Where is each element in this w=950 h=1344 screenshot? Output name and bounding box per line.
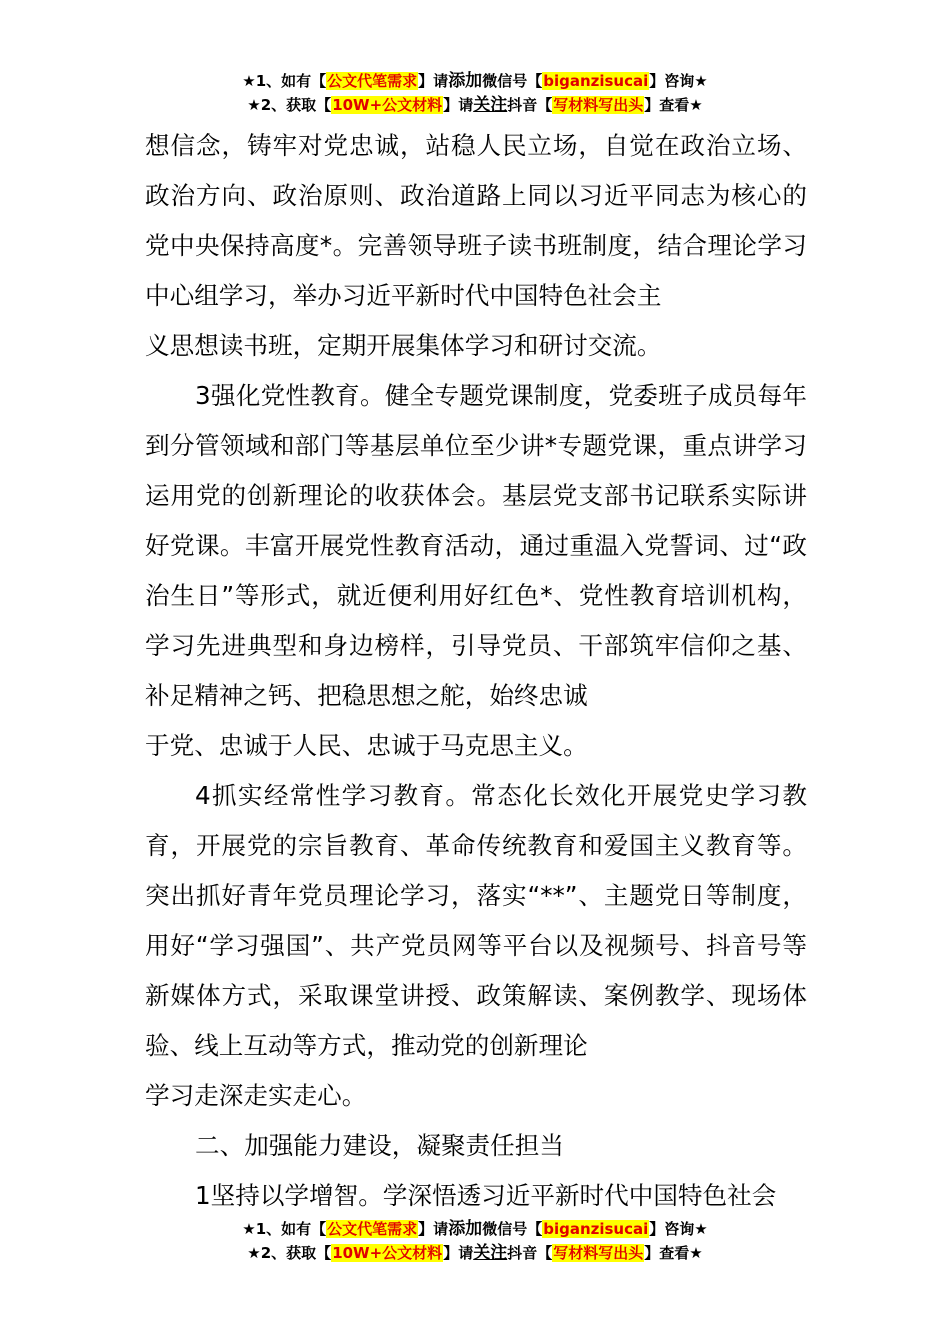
promo-line-1: ★1、如有【公文代笔需求】请添加微信号【biganzisucai】咨询★ [242, 71, 708, 91]
paragraph-3-end: 学习走深走实走心。 [145, 1081, 367, 1110]
highlight-ghostwriting: 公文代笔需求 [327, 1220, 418, 1238]
promo-line-1: ★1、如有【公文代笔需求】请添加微信号【biganzisucai】咨询★ [242, 1219, 708, 1239]
promo-line-2: ★2、获取【10W+公文材料】请关注抖音【写材料写出头】查看★ [247, 1243, 703, 1263]
paragraph-2-end: 于党、忠诚于人民、忠诚于马克思主义。 [145, 731, 588, 760]
highlight-materials: 10W+公文材料 [332, 96, 443, 114]
highlight-wechat-id: biganzisucai [543, 72, 649, 90]
paragraph-3: 4抓实经常性学习教育。常态化长效化开展党史学习教育，开展党的宗旨教育、革命传统教育和爱国主义教育等。突出抓好青年党员理论学习，落实“**”、主题党日等制度，用好“学习强国”、共产党员网等平台以及视频号、抖音号等新媒体方式，采取课堂讲授、政策解读、案例教学、现场体验、线上互动等方式，推动党的创新理论 [145, 781, 807, 1060]
section-heading: 二、加强能力建设，凝聚责任担当 [195, 1131, 564, 1160]
document-body [145, 121, 807, 1221]
paragraph-1-end: 义思想读书班，定期开展集体学习和研讨交流。 [145, 331, 662, 360]
paragraph-2: 3强化党性教育。健全专题党课制度，党委班子成员每年到分管领域和部门等基层单位至少讲*专题党课，重点讲学习运用党的创新理论的收获体会。基层党支部书记联系实际讲好党课。丰富开展党性教育活动，通过重温入党誓词、过“政治生日”等形式，就近便利用好红色*、党性教育培训机构，学习先进典型和身边榜样，引导党员、干部筑牢信仰之基、补足精神之钙、把稳思想之舵，始终忠诚 [145, 381, 807, 710]
highlight-wechat-id: biganzisucai [543, 1220, 649, 1238]
promo-line-2: ★2、获取【10W+公文材料】请关注抖音【写材料写出头】查看★ [247, 95, 703, 115]
highlight-materials: 10W+公文材料 [332, 1244, 443, 1262]
paragraph-5: 1坚持以学增智。学深悟透习近平新时代中国特色社会 [195, 1181, 777, 1210]
highlight-douyin: 写材料写出头 [553, 1244, 644, 1262]
highlight-douyin: 写材料写出头 [553, 96, 644, 114]
paragraph-1: 想信念，铸牢对党忠诚，站稳人民立场，自觉在政治立场、政治方向、政治原则、政治道路上同以习近平同志为核心的党中央保持高度*。完善领导班子读书班制度，结合理论学习中心组学习，举办习近平新时代中国特色社会主 [145, 131, 807, 310]
promo-banner-bottom [0, 1217, 950, 1265]
highlight-ghostwriting: 公文代笔需求 [327, 72, 418, 90]
promo-banner-top [0, 69, 950, 117]
